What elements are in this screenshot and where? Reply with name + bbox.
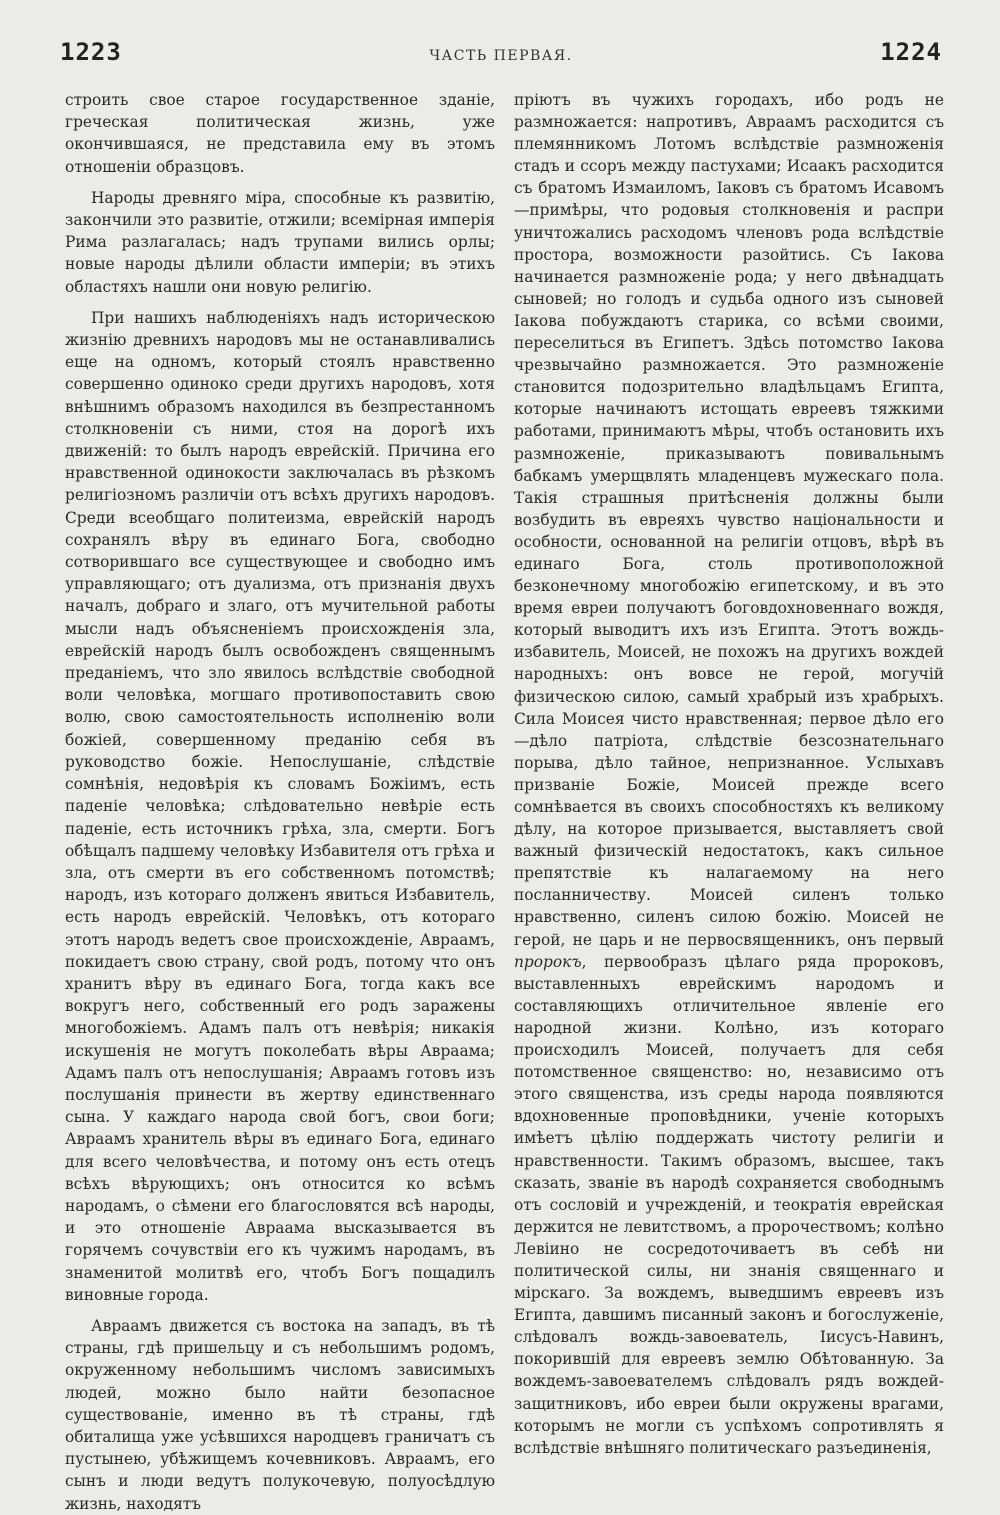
page-header xyxy=(60,38,942,78)
paragraph-text: , первообразъ цѣлаго ряда пророковъ, выставленныхъ еврейскимъ народомъ и составляющихъ отличительное явленіе его народной жизни. Колѣно, изъ котораго происходилъ Моисей, получаетъ для себя потомственное священство: но, независимо отъ этого священства, изъ среды народа появляются вдохновенные проповѣдники, ученіе которыхъ имѣетъ цѣлію поддержать чистоту религіи и нравственности. Такимъ образомъ, высшее, такъ сказать, званіе въ народѣ сохраняется свободнымъ отъ сословій и учрежденій, и теократія еврейская держится не левитствомъ, а пророчествомъ; колѣно Левіино не сосредоточиваетъ въ себѣ ни политической силы, ни знанія священнаго и мірскаго. За вождемъ, выведшимъ евреевъ изъ Египта, давшимъ писанный законъ и богослуженіе, слѣдовалъ вождь-завоеватель, Іисусъ-Навинъ, покорившій для евреевъ землю Обѣтованную. За вождемъ-завоевателемъ слѣдовалъ рядъ вождей-защитниковъ, ибо евреи были окружены врагами, которымъ не могли съ успѣхомъ сопротивлять я вслѣдствіе внѣшняго политическаго разъединенія, xyxy=(514,952,944,1457)
paragraph: Народы древняго міра, способные къ развитію, закончили это развитіе, отжили; всемірная имперія Рима разлагалась; надъ трупами вились орлы; новые народы дѣлили области имперіи; въ этихъ областяхъ нашли они новую религію. xyxy=(65,188,495,296)
page-number-right: 1224 xyxy=(880,38,942,66)
right-column xyxy=(514,89,944,1459)
paragraph: При нашихъ наблюденіяхъ надъ историческою жизнію древнихъ народовъ мы не останавливались еще на одномъ, который стоялъ нравственно совершенно одиноко среди другихъ народовъ, хотя внѣшнимъ образомъ находился въ безпрестанномъ столкновеніи съ ними, стоя на дорогѣ ихъ движеній: то былъ народъ еврейскій. Причина его нравственной одинокости заключалась въ рѣзкомъ религіозномъ различіи отъ всѣхъ другихъ народовъ. Среди всеобщаго политеизма, еврейскій народъ сохранялъ вѣру въ единаго Бога, свободно сотворившаго все существующее и свободно имъ управляющаго; отъ дуализма, отъ признанія двухъ началъ, добраго и злаго, отъ мучительной работы мысли надъ объясненіемъ происхожденія зла, еврейскій народъ былъ освобожденъ священнымъ преданіемъ, что зло явилось вслѣдствіе свободной воли человѣка, могшаго противопоставить свою волю, свою самостоятельность исполненію воли божіей, совершенному преданію себя въ руководство божіе. Непослушаніе, слѣдствіе сомнѣнія, недовѣрія къ словамъ Божіимъ, есть паденіе человѣка; слѣдовательно невѣріе есть паденіе, есть источникъ грѣха, зла, смерти. Богъ обѣщалъ падшему человѣку Избавителя отъ грѣха и зла, отъ смерти въ его собственномъ потомствѣ; народъ, изъ котораго долженъ явиться Избавитель, есть народъ еврейскій. Человѣкъ, отъ котораго этотъ народъ ведетъ свое происхожденіе, Авраамъ, покидаетъ свою страну, свой родъ, потому что онъ хранитъ вѣру въ единаго Бога, тогда какъ все вокругъ него, собственный его родъ заражены многобожіемъ. Адамъ палъ отъ невѣрія; никакія искушенія не могутъ поколебать вѣры Авраама; Адамъ палъ отъ непослушанія; Авраамъ готовъ изъ послушанія принести въ жертву единственнаго сына. У каждаго народа свой богъ, свои боги; Авраамъ хранитель вѣры въ единаго Бога, единаго для всего человѣчества, и потому онъ есть отецъ всѣхъ вѣрующихъ; онъ относится ко всѣмъ народамъ, о сѣмени его благословятся всѣ народы, и это отношеніе Авраама высказывается въ горячемъ сочувствіи его къ чужимъ народамъ, въ знаменитой молитвѣ его, чтобъ Богъ пощадилъ виновные города. xyxy=(65,308,495,1304)
running-title: ЧАСТЬ ПЕРВАЯ. xyxy=(429,48,573,64)
paragraph: Авраамъ движется съ востока на западъ, въ тѣ страны, гдѣ пришельцу и съ небольшимъ родомъ, окруженному небольшимъ числомъ зависимыхъ людей, можно было найти безопасное существованіе, именно въ тѣ страны, гдѣ обиталища уже усѣвшихся народцевъ граничатъ съ пустынею, убѣжищемъ кочевниковъ. Авраамъ, его сынъ и люди ведутъ полукочевую, полуосѣдлую жизнь, находятъ xyxy=(65,1316,495,1513)
paragraph-text: пріютъ въ чужихъ городахъ, ибо родъ не размножается: напротивъ, Авраамъ расходится съ племянникомъ Лотомъ вслѣдствіе размноженія стадъ и ссоръ между пастухами; Исаакъ расходится съ братомъ Измаиломъ, Іаковъ съ братомъ Исавомъ—примѣры, что родовыя столкновенія и распри уничтожались расходомъ членовъ рода вслѣдствіе простора, возможности разойтись. Съ Іакова начинается размноженіе рода; у него двѣнадцать сыновей; но голодъ и судьба одного изъ сыновей Іакова побуждаютъ старика, со всѣми своими, переселиться въ Египетъ. Здѣсь потомство Іакова чрезвычайно размножается. Это размноженіе становится подозрительно владѣльцамъ Египта, которые начинаютъ истощать евреевъ тяжкими работами, принимаютъ мѣры, чтобъ остановить ихъ размноженіе, приказываютъ повивальнымъ бабкамъ умерщвлять младенцевъ мужескаго пола. Такія страшныя притѣсненія должны были возбудить въ евреяхъ чувство національности и особности, основанной на религіи отцовъ, вѣрѣ въ единаго Бога, столь противоположной безконечному многобожію египетскому, и въ это время евреи получаютъ боговдохновеннаго вождя, который выводитъ ихъ изъ Египта. Этотъ вождь-избавитель, Моисей, не похожъ на другихъ вождей народныхъ: онъ вовсе не герой, могучій физическою силою, самый храбрый изъ храбрыхъ. Сила Моисея чисто нравственная; первое дѣло его—дѣло патріота, слѣдствіе безсознательнаго порыва, дѣло тайное, непризнанное. Услыхавъ призваніе Божіе, Моисей прежде всего сомнѣвается въ своихъ способностяхъ къ великому дѣлу, на которое призывается, выставляетъ свой важный физическій недостатокъ, какъ сильное препятствіе къ налагаемому на него посланничеству. Моисей силенъ только нравственно, силенъ силою божію. Моисей не герой, не царь и не первосвященникъ, онъ первый xyxy=(514,91,944,949)
page-number-left: 1223 xyxy=(60,38,122,66)
paragraph: строить свое старое государственное зданіе, греческая политическая жизнь, уже окончившаяся, не представила ему въ этомъ отношеніи образцовъ. xyxy=(65,91,495,176)
left-column xyxy=(65,89,495,1515)
italic-word: пророкъ xyxy=(514,952,582,971)
paragraph xyxy=(514,89,944,1459)
